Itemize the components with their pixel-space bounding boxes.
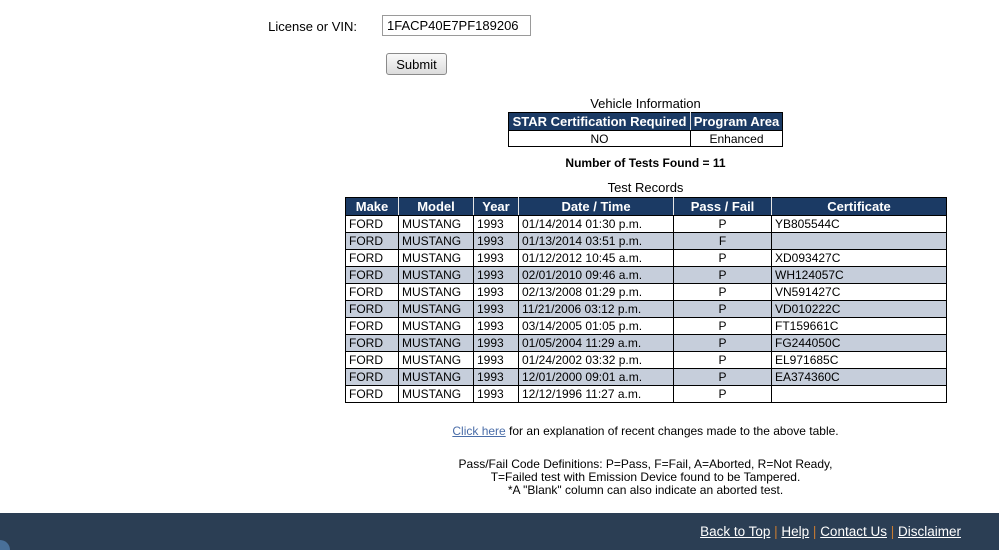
cell-passfail: P [674, 369, 772, 386]
cell-certificate: FG244050C [772, 335, 947, 352]
table-row [346, 233, 947, 250]
star-certification-value: NO [509, 131, 691, 147]
cell-year: 1993 [474, 216, 519, 233]
footer-link-disclaimer[interactable]: Disclaimer [897, 524, 961, 539]
cell-year: 1993 [474, 301, 519, 318]
cell-datetime: 01/05/2004 11:29 a.m. [519, 335, 674, 352]
vehicle-information-table [508, 112, 783, 147]
column-pass-fail: Pass / Fail [674, 198, 772, 216]
column-certificate: Certificate [772, 198, 947, 216]
cell-make: FORD [346, 386, 399, 403]
cell-model: MUSTANG [399, 267, 474, 284]
cell-passfail: P [674, 318, 772, 335]
cell-passfail: P [674, 267, 772, 284]
cell-model: MUSTANG [399, 369, 474, 386]
cell-certificate: FT159661C [772, 318, 947, 335]
vehicle-information-title: Vehicle Information [590, 96, 701, 111]
table-row [346, 284, 947, 301]
definitions-line-3: *A "Blank" column can also indicate an aborted test. [507, 483, 784, 497]
table-row [346, 369, 947, 386]
table-row [346, 352, 947, 369]
cell-model: MUSTANG [399, 216, 474, 233]
license-or-vin-label: License or VIN: [268, 19, 357, 34]
column-program-area: Program Area [691, 113, 783, 131]
column-model: Model [399, 198, 474, 216]
cell-make: FORD [346, 301, 399, 318]
cell-certificate: VN591427C [772, 284, 947, 301]
table-row [346, 301, 947, 318]
program-area-value: Enhanced [691, 131, 783, 147]
cell-make: FORD [346, 284, 399, 301]
cell-model: MUSTANG [399, 352, 474, 369]
cell-datetime: 12/12/1996 11:27 a.m. [519, 386, 674, 403]
cell-passfail: P [674, 352, 772, 369]
footer-separator: | [770, 524, 782, 539]
click-here-link[interactable]: Click here [452, 424, 506, 438]
column-year: Year [474, 198, 519, 216]
footer-link-back-to-top[interactable]: Back to Top [700, 524, 771, 539]
cell-datetime: 01/14/2014 01:30 p.m. [519, 216, 674, 233]
cell-passfail: P [674, 284, 772, 301]
pass-fail-definitions [345, 458, 946, 497]
cell-datetime: 02/01/2010 09:46 a.m. [519, 267, 674, 284]
table-row [346, 267, 947, 284]
cell-make: FORD [346, 233, 399, 250]
test-records-header-row [346, 198, 947, 216]
license-or-vin-input[interactable] [382, 15, 531, 36]
definitions-line-1: Pass/Fail Code Definitions: P=Pass, F=Fail, A=Aborted, R=Not Ready, [458, 457, 833, 471]
definitions-line-2: T=Failed test with Emission Device found to be Tampered. [490, 470, 801, 484]
cell-make: FORD [346, 216, 399, 233]
cell-make: FORD [346, 250, 399, 267]
cell-make: FORD [346, 318, 399, 335]
cell-certificate: VD010222C [772, 301, 947, 318]
tests-found-count: Number of Tests Found = 11 [565, 156, 726, 170]
column-make: Make [346, 198, 399, 216]
table-changes-note [345, 424, 946, 438]
cell-passfail: P [674, 386, 772, 403]
cell-datetime: 11/21/2006 03:12 p.m. [519, 301, 674, 318]
cell-passfail: P [674, 216, 772, 233]
cell-certificate: EA374360C [772, 369, 947, 386]
cell-certificate: WH124057C [772, 267, 947, 284]
cell-passfail: P [674, 335, 772, 352]
cell-datetime: 12/01/2000 09:01 a.m. [519, 369, 674, 386]
cell-year: 1993 [474, 233, 519, 250]
table-row [346, 335, 947, 352]
cell-passfail: P [674, 250, 772, 267]
column-star-certification: STAR Certification Required [509, 113, 691, 131]
cell-certificate [772, 233, 947, 250]
cell-datetime: 02/13/2008 01:29 p.m. [519, 284, 674, 301]
submit-button[interactable]: Submit [386, 53, 447, 75]
cell-year: 1993 [474, 267, 519, 284]
cell-model: MUSTANG [399, 318, 474, 335]
cell-year: 1993 [474, 250, 519, 267]
footer-separator: | [886, 524, 898, 539]
rounded-corner-graphic [0, 540, 10, 550]
cell-year: 1993 [474, 318, 519, 335]
cell-make: FORD [346, 369, 399, 386]
cell-model: MUSTANG [399, 284, 474, 301]
cell-model: MUSTANG [399, 233, 474, 250]
table-row [346, 386, 947, 403]
cell-year: 1993 [474, 284, 519, 301]
table-row [346, 216, 947, 233]
cell-datetime: 01/13/2014 03:51 p.m. [519, 233, 674, 250]
cell-year: 1993 [474, 386, 519, 403]
footer-separator: | [809, 524, 821, 539]
footer-links [700, 513, 961, 550]
cell-year: 1993 [474, 369, 519, 386]
table-row [346, 318, 947, 335]
cell-model: MUSTANG [399, 386, 474, 403]
footer-link-help[interactable]: Help [781, 524, 810, 539]
column-date-time: Date / Time [519, 198, 674, 216]
cell-model: MUSTANG [399, 250, 474, 267]
cell-make: FORD [346, 267, 399, 284]
cell-datetime: 01/12/2012 10:45 a.m. [519, 250, 674, 267]
table-row [346, 250, 947, 267]
cell-certificate [772, 386, 947, 403]
cell-datetime: 03/14/2005 01:05 p.m. [519, 318, 674, 335]
cell-make: FORD [346, 335, 399, 352]
footer-bar [0, 513, 999, 550]
vehicle-info-header-row [509, 113, 783, 131]
cell-passfail: F [674, 233, 772, 250]
cell-model: MUSTANG [399, 335, 474, 352]
cell-passfail: P [674, 301, 772, 318]
test-records-table [345, 197, 947, 403]
note-text: for an explanation of recent changes made to the above table. [505, 424, 839, 438]
cell-certificate: YB805544C [772, 216, 947, 233]
footer-link-contact-us[interactable]: Contact Us [820, 524, 887, 539]
cell-year: 1993 [474, 352, 519, 369]
cell-datetime: 01/24/2002 03:32 p.m. [519, 352, 674, 369]
vehicle-info-value-row [509, 131, 783, 147]
cell-make: FORD [346, 352, 399, 369]
cell-year: 1993 [474, 335, 519, 352]
test-records-title: Test Records [607, 180, 684, 195]
cell-certificate: XD093427C [772, 250, 947, 267]
test-records-body [346, 216, 947, 403]
cell-certificate: EL971685C [772, 352, 947, 369]
cell-model: MUSTANG [399, 301, 474, 318]
